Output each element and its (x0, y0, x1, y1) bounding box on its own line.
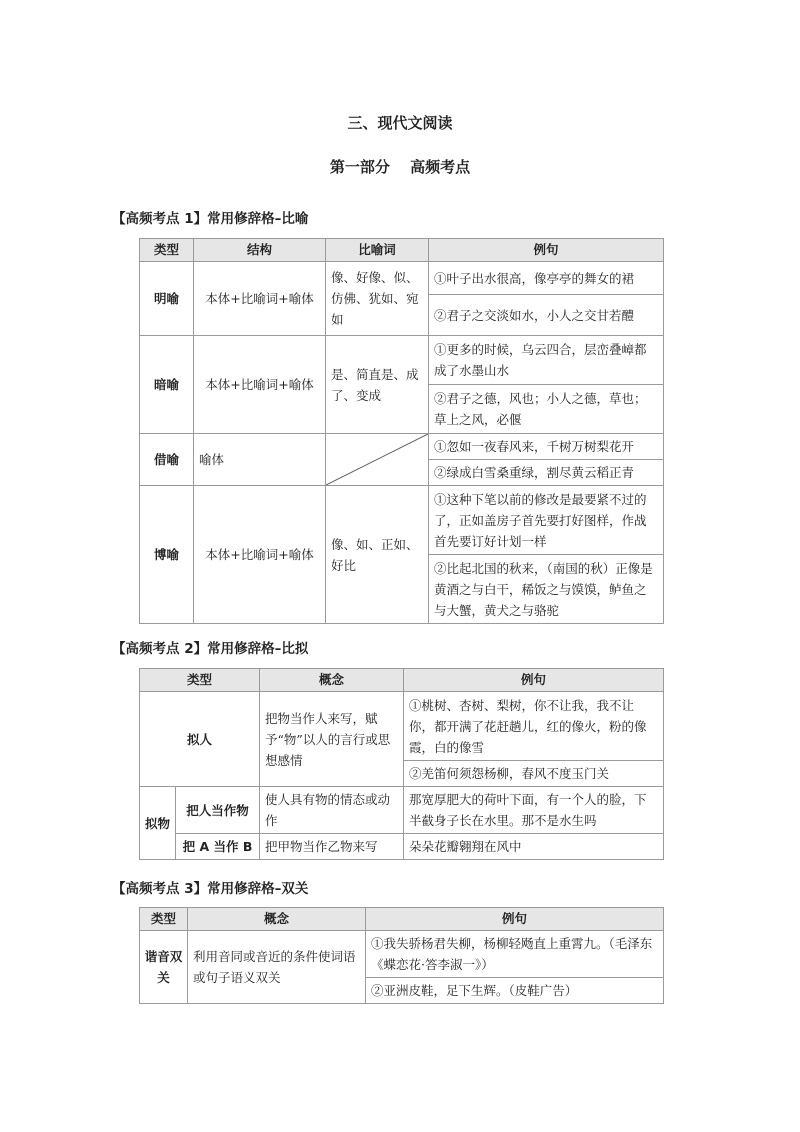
structure-cell: 本体+比喻词+喻体 (194, 336, 326, 434)
header-example: 例句 (366, 908, 664, 931)
table-row (140, 834, 664, 860)
section-2-heading: 【高频考点 2】常用修辞格–比拟 (112, 641, 309, 657)
table-row (140, 486, 664, 555)
table-row (140, 931, 664, 978)
header-word: 比喻词 (326, 239, 429, 262)
type-cell: 暗喻 (140, 336, 194, 434)
personification-table (139, 668, 664, 860)
example-cell: ①更多的时候，乌云四合，层峦叠嶂都成了水墨山水 (429, 336, 664, 385)
example-cell: ①我失骄杨君失柳，杨柳轻飏直上重霄九。（毛泽东《蝶恋花·答李淑一》） (366, 931, 664, 978)
example-cell: ②绿成白雪桑重绿，割尽黄云稻正青 (429, 460, 664, 486)
example-cell: ①桃树、杏树、梨树，你不让我，我不让你，都开满了花赶趟儿，红的像火，粉的像霞，白的像雪 (404, 692, 664, 761)
word-cell: 是、简直是、成了、变成 (326, 336, 429, 434)
example-cell: ②君子之交淡如水，小人之交甘若醴 (429, 295, 664, 336)
concept-cell: 使人具有物的情态或动作 (260, 787, 404, 834)
header-type: 类型 (140, 669, 260, 692)
personification-table-wrap (139, 668, 664, 860)
example-cell: ②君子之德，风也；小人之德，草也；草上之风，必偃 (429, 385, 664, 434)
concept-cell: 利用音同或音近的条件使词语或句子语义双关 (188, 931, 366, 1004)
example-cell: ②羌笛何须怨杨柳，春风不度玉门关 (404, 761, 664, 787)
page-title: 三、现代文阅读 (347, 114, 453, 132)
part-title: 第一部分 高频考点 (329, 158, 471, 176)
example-cell: 朵朵花瓣翱翔在风中 (404, 834, 664, 860)
structure-cell: 喻体 (194, 434, 326, 486)
pun-table (139, 907, 664, 1004)
concept-cell: 把物当作人来写，赋予“物”以人的言行或思想感情 (260, 692, 404, 787)
section-3-heading: 【高频考点 3】常用修辞格–双关 (112, 881, 309, 897)
empty-diagonal-cell (326, 434, 429, 486)
metaphor-table-wrap (139, 238, 664, 624)
diagonal-line (326, 434, 428, 485)
header-type: 类型 (140, 908, 188, 931)
pun-table-wrap (139, 907, 664, 1004)
example-cell: ①忽如一夜春风来，千树万树梨花开 (429, 434, 664, 460)
word-cell: 像、好像、似、仿佛、犹如、宛如 (326, 262, 429, 336)
structure-cell: 本体+比喻词+喻体 (194, 262, 326, 336)
metaphor-table (139, 238, 664, 624)
word-cell: 像、如、正如、好比 (326, 486, 429, 624)
table-header-row (140, 239, 664, 262)
header-example: 例句 (429, 239, 664, 262)
structure-cell: 本体+比喻词+喻体 (194, 486, 326, 624)
example-cell: 那宽厚肥大的荷叶下面，有一个人的脸，下半截身子长在水里。那不是水生吗 (404, 787, 664, 834)
example-cell: ①这种下笔以前的修改是最要紧不过的了，正如盖房子首先要打好图样，作战首先要订好计划一样 (429, 486, 664, 555)
example-cell: ①叶子出水很高，像亭亭的舞女的裙 (429, 262, 664, 295)
example-cell: ②亚洲皮鞋，足下生辉。（皮鞋广告） (366, 978, 664, 1004)
header-example: 例句 (404, 669, 664, 692)
section-1-heading: 【高频考点 1】常用修辞格–比喻 (112, 211, 309, 227)
type-cell: 把 A 当作 B (176, 834, 260, 860)
header-concept: 概念 (188, 908, 366, 931)
table-header-row (140, 908, 664, 931)
table-header-row (140, 669, 664, 692)
concept-cell: 把甲物当作乙物来写 (260, 834, 404, 860)
type-cell: 借喻 (140, 434, 194, 486)
table-row (140, 434, 664, 460)
table-row (140, 262, 664, 295)
table-row (140, 787, 664, 834)
table-row (140, 692, 664, 761)
type-cell: 拟人 (140, 692, 260, 787)
type-cell: 明喻 (140, 262, 194, 336)
type-cell: 博喻 (140, 486, 194, 624)
type-cell: 谐音双关 (140, 931, 188, 1004)
header-structure: 结构 (194, 239, 326, 262)
group-type-cell: 拟物 (140, 787, 176, 860)
example-cell: ②比起北国的秋来，（南国的秋）正像是黄酒之与白干，稀饭之与馍馍，鲈鱼之与大蟹，黄犬之与骆驼 (429, 555, 664, 624)
type-cell: 把人当作物 (176, 787, 260, 834)
header-type: 类型 (140, 239, 194, 262)
header-concept: 概念 (260, 669, 404, 692)
table-row (140, 336, 664, 385)
